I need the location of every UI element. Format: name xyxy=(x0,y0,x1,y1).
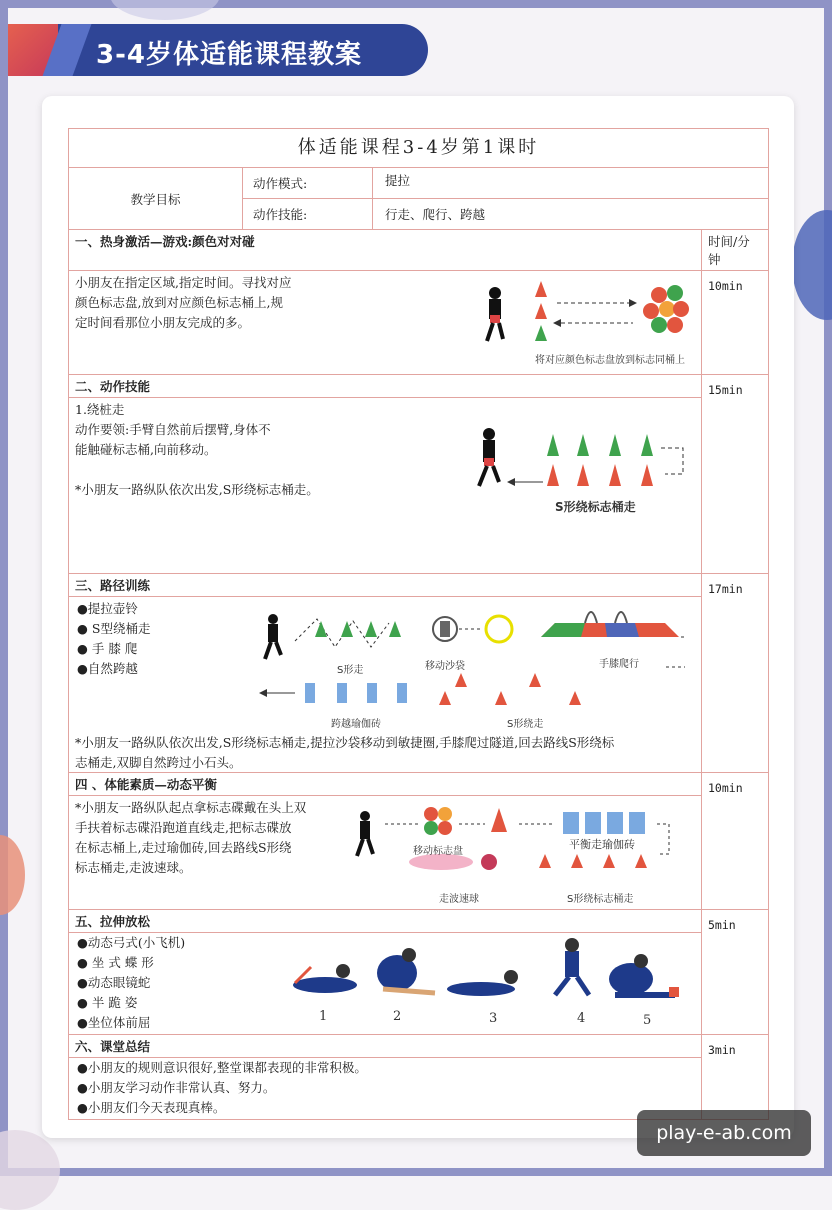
text-line: 1.绕桩走 xyxy=(75,402,125,417)
text-line: *小朋友一路纵队依次出发,S形绕标志桶走,提拉沙袋移动到敏捷圈,手膝爬过隧道,回去路线S形绕标 xyxy=(75,735,615,750)
section-body-balance xyxy=(69,796,702,910)
path-label-yoga-brick: 跨越瑜伽砖 xyxy=(331,719,381,730)
list-item: ●坐位体前屈 xyxy=(77,1015,151,1030)
list-item: ● 坐 式 蝶 形 xyxy=(77,955,154,970)
pattern-value: 提拉 xyxy=(373,168,769,199)
text-line: 动作要领:手臂自然前后摆臂,身体不 xyxy=(75,422,271,437)
text-line: 小朋友在指定区域,指定时间。寻找对应 xyxy=(75,275,292,290)
section-body-stretch xyxy=(69,933,702,1035)
skills-note: *小朋友一路纵队依次出发,S形绕标志桶走。 xyxy=(75,482,319,497)
stretch-bullets xyxy=(77,933,185,1033)
list-item: ● S型绕桶走 xyxy=(77,621,151,636)
balance-label-yoga-walk: 平衡走瑜伽砖 xyxy=(569,838,635,851)
frame-right xyxy=(824,0,832,1176)
balance-time: 10min xyxy=(702,773,769,910)
warmup-illustration xyxy=(469,275,699,357)
skills-text xyxy=(75,400,319,500)
list-item: ●动态眼镜蛇 xyxy=(77,975,151,990)
path-label-s-walk: S形走 xyxy=(337,665,364,676)
goal-label: 教学目标 xyxy=(69,168,243,230)
section-body-warmup xyxy=(69,271,702,375)
watermark: play-e-ab.com xyxy=(637,1110,811,1156)
pattern-label: 动作模式: xyxy=(243,168,373,199)
section-title-summary: 六、课堂总结 xyxy=(69,1035,702,1058)
path-label-sandbag: 移动沙袋 xyxy=(425,661,465,672)
stretch-pose-icon xyxy=(447,970,518,996)
skills-illustration xyxy=(465,422,695,502)
child-figure-icon xyxy=(487,287,503,341)
list-item: ●提拉壶铃 xyxy=(77,601,138,616)
frame-bottom xyxy=(0,1168,832,1176)
balance-label-s-around: S形绕标志桶走 xyxy=(567,894,634,905)
pose-number: 1 xyxy=(319,1009,328,1024)
stretch-time: 5min xyxy=(702,910,769,1035)
text-line: *小朋友一路纵队起点拿标志碟戴在头上双 xyxy=(75,800,307,815)
frame-left xyxy=(0,0,8,1176)
stretch-pose-icon xyxy=(293,964,357,993)
document-title: 体适能课程3-4岁第1课时 xyxy=(69,129,769,168)
path-bullets xyxy=(77,599,150,679)
summary-time: 3min xyxy=(702,1035,769,1120)
section-body-path xyxy=(69,597,702,773)
section-title-stretch: 五、拉伸放松 xyxy=(69,910,702,933)
child-figure-icon xyxy=(357,811,373,856)
list-item: ●小朋友学习动作非常认真、努力。 xyxy=(77,1080,276,1095)
time-header: 时间/分钟 xyxy=(702,230,769,271)
lesson-plan-table xyxy=(68,128,769,1120)
path-label-crawl: 手膝爬行 xyxy=(599,659,639,670)
skill-value: 行走、爬行、跨越 xyxy=(373,199,769,230)
text-line: 能触碰标志桶,向前移动。 xyxy=(75,442,217,457)
balance-label-bosu: 走波速球 xyxy=(439,894,479,905)
list-item: ●动态弓式(小飞机) xyxy=(77,935,186,950)
child-figure-icon xyxy=(479,428,499,486)
stretch-illustration xyxy=(285,937,685,1007)
pose-number: 3 xyxy=(489,1011,498,1026)
pose-number: 4 xyxy=(577,1011,586,1026)
summary-bullets xyxy=(77,1058,367,1118)
skills-time: 15min xyxy=(702,375,769,574)
balance-text xyxy=(75,798,306,878)
skills-caption: S形绕标志桶走 xyxy=(555,500,636,514)
section-title-balance: 四 、体能素质—动态平衡 xyxy=(69,773,702,796)
path-label-s-around: S形绕走 xyxy=(507,719,544,730)
path-time: 17min xyxy=(702,574,769,773)
section-title-skills: 二、动作技能 xyxy=(69,375,702,398)
warmup-text xyxy=(75,273,291,333)
text-line: 标志桶走,走波速球。 xyxy=(75,860,192,875)
list-item: ● 半 跪 姿 xyxy=(77,995,138,1010)
warmup-time: 10min xyxy=(702,271,769,375)
stretch-pose-icon xyxy=(609,954,679,997)
stretch-pose-icon xyxy=(555,938,589,995)
decorative-circle xyxy=(110,0,220,20)
text-line: 颜色标志盘,放到对应颜色标志桶上,规 xyxy=(75,295,283,310)
list-item: ●小朋友们今天表现真棒。 xyxy=(77,1100,226,1115)
skill-label: 动作技能: xyxy=(243,199,373,230)
path-note xyxy=(75,733,765,773)
list-item: ●自然跨越 xyxy=(77,661,138,676)
section-title-warmup: 一、热身激活—游戏:颜色对对碰 xyxy=(69,230,702,271)
section-title-path: 三、路径训练 xyxy=(69,574,702,597)
text-line: 手扶着标志碟沿跑道直线走,把标志碟放 xyxy=(75,820,292,835)
balance-label-move-disc: 移动标志盘 xyxy=(413,846,463,857)
list-item: ● 手 膝 爬 xyxy=(77,641,138,656)
decorative-circle xyxy=(792,210,832,320)
list-item: ●小朋友的规则意识很好,整堂课都表现的非常积极。 xyxy=(77,1060,367,1075)
section-body-summary xyxy=(69,1058,702,1120)
decorative-circle xyxy=(0,835,25,915)
text-line: 志桶走,双脚自然跨过小石头。 xyxy=(75,755,242,770)
stretch-pose-icon xyxy=(377,948,435,993)
decorative-circle xyxy=(0,1130,60,1210)
balance-illustration xyxy=(349,800,689,892)
warmup-caption: 将对应颜色标志盘放到标志同桶上 xyxy=(535,355,685,366)
child-figure-icon xyxy=(265,614,281,659)
text-line: 在标志桶上,走过瑜伽砖,回去路线S形绕 xyxy=(75,840,292,855)
pose-number: 2 xyxy=(393,1009,402,1024)
pose-number: 5 xyxy=(643,1013,652,1028)
text-line: 定时间看那位小朋友完成的多。 xyxy=(75,315,251,330)
section-body-skills xyxy=(69,398,702,574)
page-title: 3-4岁体适能课程教案 xyxy=(96,40,362,70)
